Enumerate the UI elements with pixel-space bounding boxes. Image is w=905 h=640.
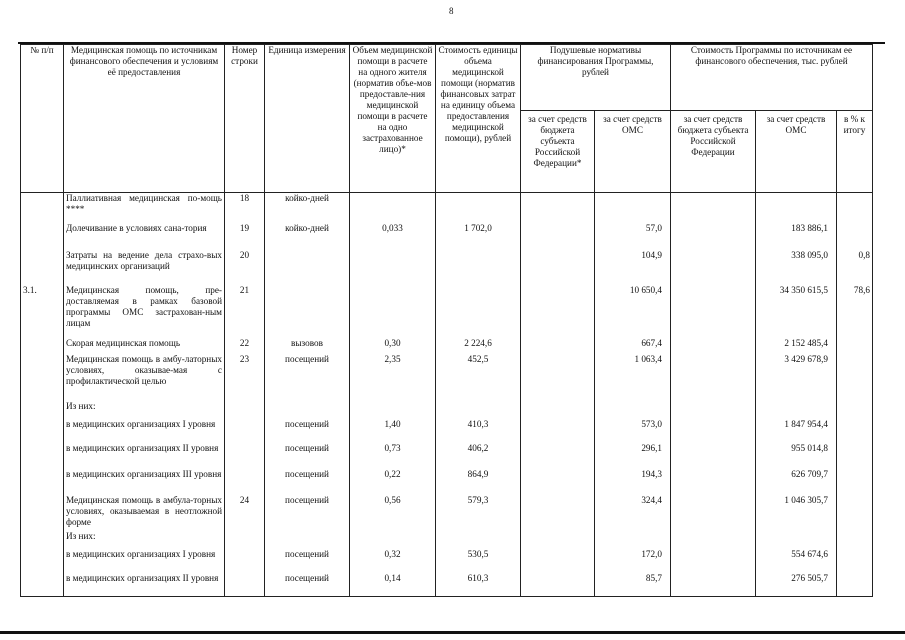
cell-unit: посещений [265, 443, 350, 469]
cell-name: Паллиативная медицинская по-мощь **** [64, 193, 225, 223]
cell-prog-budget [671, 285, 756, 338]
cell-prog-budget [671, 223, 756, 250]
cell-volume: 0,73 [350, 443, 436, 469]
cell-pc-budget [521, 250, 595, 285]
cell-prog-pct [837, 573, 873, 597]
cell-pc-budget [521, 401, 595, 417]
cell-prog-pct [837, 193, 873, 223]
cell-prog-pct [837, 443, 873, 469]
cell-num [21, 223, 64, 250]
cell-prog-budget [671, 573, 756, 597]
cell-pc-oms: 667,4 [595, 338, 671, 354]
table-row [21, 443, 873, 469]
cell-name: Медицинская помощь в амбу-латорных условиях, оказывае-мая с профилактической целью [64, 354, 225, 401]
cell-num [21, 443, 64, 469]
cell-row-number: 20 [225, 250, 265, 285]
cell-volume: 0,14 [350, 573, 436, 597]
cell-unit-cost: 1 702,0 [436, 223, 521, 250]
cell-name: в медицинских организациях III уровня [64, 469, 225, 495]
cell-volume: 0,56 [350, 495, 436, 531]
cell-prog-oms [756, 531, 837, 547]
cell-volume: 2,35 [350, 354, 436, 401]
header-program-cost: Стоимость Программы по источникам ее финансового обеспечения, тыс. рублей [671, 45, 873, 111]
cell-pc-oms [595, 531, 671, 547]
cell-num [21, 354, 64, 401]
cell-prog-budget [671, 250, 756, 285]
cell-unit-cost: 864,9 [436, 469, 521, 495]
cell-prog-budget [671, 417, 756, 443]
cell-pc-oms: 573,0 [595, 417, 671, 443]
cell-name: Медицинская помощь, пре-доставляемая в рамках базовой программы ОМС застрахован-ным лицам [64, 285, 225, 338]
header-unit-cost: Стоимость единицы объема медицинской помощи (норматив финансовых затрат на единицу объема предоставления медицинской помощи), рублей [436, 45, 521, 193]
cell-unit: посещений [265, 573, 350, 597]
header-name: Медицинская помощь по источникам финансового обеспечения и условиям её предоставления [64, 45, 225, 193]
cell-volume: 0,32 [350, 547, 436, 573]
cell-num [21, 573, 64, 597]
cell-prog-oms: 1 847 954,4 [756, 417, 837, 443]
cell-unit-cost: 530,5 [436, 547, 521, 573]
bottom-rule [0, 631, 905, 634]
cell-prog-budget [671, 338, 756, 354]
cell-row-number: 18 [225, 193, 265, 223]
cell-pc-budget [521, 573, 595, 597]
cell-unit: посещений [265, 417, 350, 443]
cell-row-number [225, 417, 265, 443]
cell-volume [350, 401, 436, 417]
header-row-number: Номер строки [225, 45, 265, 193]
cell-volume [350, 193, 436, 223]
cell-prog-oms: 34 350 615,5 [756, 285, 837, 338]
table-row [21, 250, 873, 285]
table-row [21, 547, 873, 573]
cell-prog-pct [837, 417, 873, 443]
cell-prog-oms: 3 429 678,9 [756, 354, 837, 401]
cell-unit: вызовов [265, 338, 350, 354]
cell-row-number [225, 401, 265, 417]
cell-prog-budget [671, 193, 756, 223]
cell-prog-oms [756, 401, 837, 417]
cell-prog-pct [837, 338, 873, 354]
header-pc-budget: за счет средств бюджета субъекта Российской Федерации* [521, 111, 595, 193]
cell-pc-oms: 1 063,4 [595, 354, 671, 401]
cell-prog-oms [756, 193, 837, 223]
cell-unit [265, 531, 350, 547]
cell-pc-oms: 10 650,4 [595, 285, 671, 338]
cell-unit-cost: 579,3 [436, 495, 521, 531]
table-row [21, 469, 873, 495]
cell-pc-budget [521, 354, 595, 401]
cell-unit: посещений [265, 547, 350, 573]
cell-prog-pct: 0,8 [837, 250, 873, 285]
cell-volume: 0,30 [350, 338, 436, 354]
cell-row-number [225, 573, 265, 597]
cell-unit-cost: 406,2 [436, 443, 521, 469]
cell-name: в медицинских организациях II уровня [64, 573, 225, 597]
cell-row-number: 24 [225, 495, 265, 531]
cell-unit-cost [436, 285, 521, 338]
cell-volume: 1,40 [350, 417, 436, 443]
table-row [21, 531, 873, 547]
table-row [21, 573, 873, 597]
cell-row-number: 19 [225, 223, 265, 250]
cell-pc-oms: 85,7 [595, 573, 671, 597]
cell-pc-budget [521, 417, 595, 443]
cell-name: в медицинских организациях I уровня [64, 417, 225, 443]
cell-prog-oms: 955 014,8 [756, 443, 837, 469]
cell-unit-cost [436, 401, 521, 417]
cell-num [21, 495, 64, 531]
table-row [21, 417, 873, 443]
cell-num: 3.1. [21, 285, 64, 338]
header-prog-budget: за счет средств бюджета субъекта Российской Федерации [671, 111, 756, 193]
cell-unit [265, 401, 350, 417]
table-body [21, 193, 873, 597]
cell-prog-budget [671, 401, 756, 417]
cell-pc-oms: 57,0 [595, 223, 671, 250]
cell-prog-pct [837, 495, 873, 531]
cell-prog-oms: 1 046 305,7 [756, 495, 837, 531]
cell-row-number: 21 [225, 285, 265, 338]
cell-volume: 0,22 [350, 469, 436, 495]
header-per-capita: Подушевые нормативы финансирования Программы, рублей [521, 45, 671, 111]
cell-prog-pct: 78,6 [837, 285, 873, 338]
table-row [21, 223, 873, 250]
cell-prog-pct [837, 401, 873, 417]
cell-prog-pct [837, 531, 873, 547]
cell-row-number: 23 [225, 354, 265, 401]
cell-prog-pct [837, 469, 873, 495]
table-row [21, 354, 873, 401]
cell-pc-budget [521, 285, 595, 338]
cell-volume: 0,033 [350, 223, 436, 250]
cell-name: Затраты на ведение дела страхо-вых медицинских организаций [64, 250, 225, 285]
cell-name: Скорая медицинская помощь [64, 338, 225, 354]
cell-unit: посещений [265, 495, 350, 531]
cell-unit-cost: 452,5 [436, 354, 521, 401]
cell-unit-cost: 410,3 [436, 417, 521, 443]
cell-pc-oms: 104,9 [595, 250, 671, 285]
cell-unit: койко-дней [265, 193, 350, 223]
cell-volume [350, 285, 436, 338]
cell-unit: посещений [265, 469, 350, 495]
cell-row-number: 22 [225, 338, 265, 354]
cell-pc-budget [521, 338, 595, 354]
cell-name: в медицинских организациях I уровня [64, 547, 225, 573]
cell-num [21, 547, 64, 573]
table-row [21, 338, 873, 354]
cell-num [21, 531, 64, 547]
cell-row-number [225, 547, 265, 573]
cell-prog-oms: 626 709,7 [756, 469, 837, 495]
cell-unit-cost [436, 250, 521, 285]
cell-pc-oms: 296,1 [595, 443, 671, 469]
cell-num [21, 338, 64, 354]
cell-num [21, 401, 64, 417]
cell-pc-oms: 194,3 [595, 469, 671, 495]
cell-row-number [225, 443, 265, 469]
cell-num [21, 193, 64, 223]
cell-unit-cost [436, 193, 521, 223]
cell-pc-budget [521, 495, 595, 531]
cell-pc-oms [595, 401, 671, 417]
cell-prog-budget [671, 531, 756, 547]
cell-prog-oms: 554 674,6 [756, 547, 837, 573]
page-number: 8 [449, 6, 454, 16]
cell-num [21, 469, 64, 495]
cell-prog-oms: 338 095,0 [756, 250, 837, 285]
cell-pc-budget [521, 547, 595, 573]
cell-name: Из них: [64, 401, 225, 417]
header-prog-oms: за счет средств ОМС [756, 111, 837, 193]
cell-prog-oms: 183 886,1 [756, 223, 837, 250]
cell-unit-cost: 610,3 [436, 573, 521, 597]
cell-pc-budget [521, 193, 595, 223]
cell-unit [265, 285, 350, 338]
cell-unit: койко-дней [265, 223, 350, 250]
cell-pc-oms: 324,4 [595, 495, 671, 531]
cell-prog-budget [671, 495, 756, 531]
table-row [21, 285, 873, 338]
cell-name: Медицинская помощь в амбула-торных условиях, оказываемая в неотложной форме [64, 495, 225, 531]
cell-unit: посещений [265, 354, 350, 401]
cell-prog-oms: 276 505,7 [756, 573, 837, 597]
cell-volume [350, 531, 436, 547]
cell-unit [265, 250, 350, 285]
table-row [21, 193, 873, 223]
cell-num [21, 250, 64, 285]
cell-pc-oms: 172,0 [595, 547, 671, 573]
cell-prog-budget [671, 354, 756, 401]
cell-name: Из них: [64, 531, 225, 547]
cell-pc-budget [521, 531, 595, 547]
cell-name: в медицинских организациях II уровня [64, 443, 225, 469]
table-row [21, 401, 873, 417]
cell-pc-budget [521, 223, 595, 250]
header-volume: Объем медицинской помощи в расчете на одного жителя (норматив объе-мов предоставле-ния медицинской помощи в расчете на одно застрахованное лицо)* [350, 45, 436, 193]
cell-prog-budget [671, 443, 756, 469]
cell-prog-budget [671, 469, 756, 495]
cell-prog-budget [671, 547, 756, 573]
cell-pc-oms [595, 193, 671, 223]
cell-prog-pct [837, 354, 873, 401]
cell-unit-cost [436, 531, 521, 547]
table-row [21, 495, 873, 531]
cell-pc-budget [521, 443, 595, 469]
cell-prog-pct [837, 547, 873, 573]
cell-prog-pct [837, 223, 873, 250]
program-cost-table [20, 44, 873, 597]
cell-name: Долечивание в условиях сана-тория [64, 223, 225, 250]
header-num: № п/п [21, 45, 64, 193]
header-unit: Единица измерения [265, 45, 350, 193]
header-pc-oms: за счет средств ОМС [595, 111, 671, 193]
cell-prog-oms: 2 152 485,4 [756, 338, 837, 354]
cell-num [21, 417, 64, 443]
header-prog-pct: в % к итогу [837, 111, 873, 193]
cell-row-number [225, 469, 265, 495]
cell-pc-budget [521, 469, 595, 495]
cell-row-number [225, 531, 265, 547]
cell-volume [350, 250, 436, 285]
cell-unit-cost: 2 224,6 [436, 338, 521, 354]
